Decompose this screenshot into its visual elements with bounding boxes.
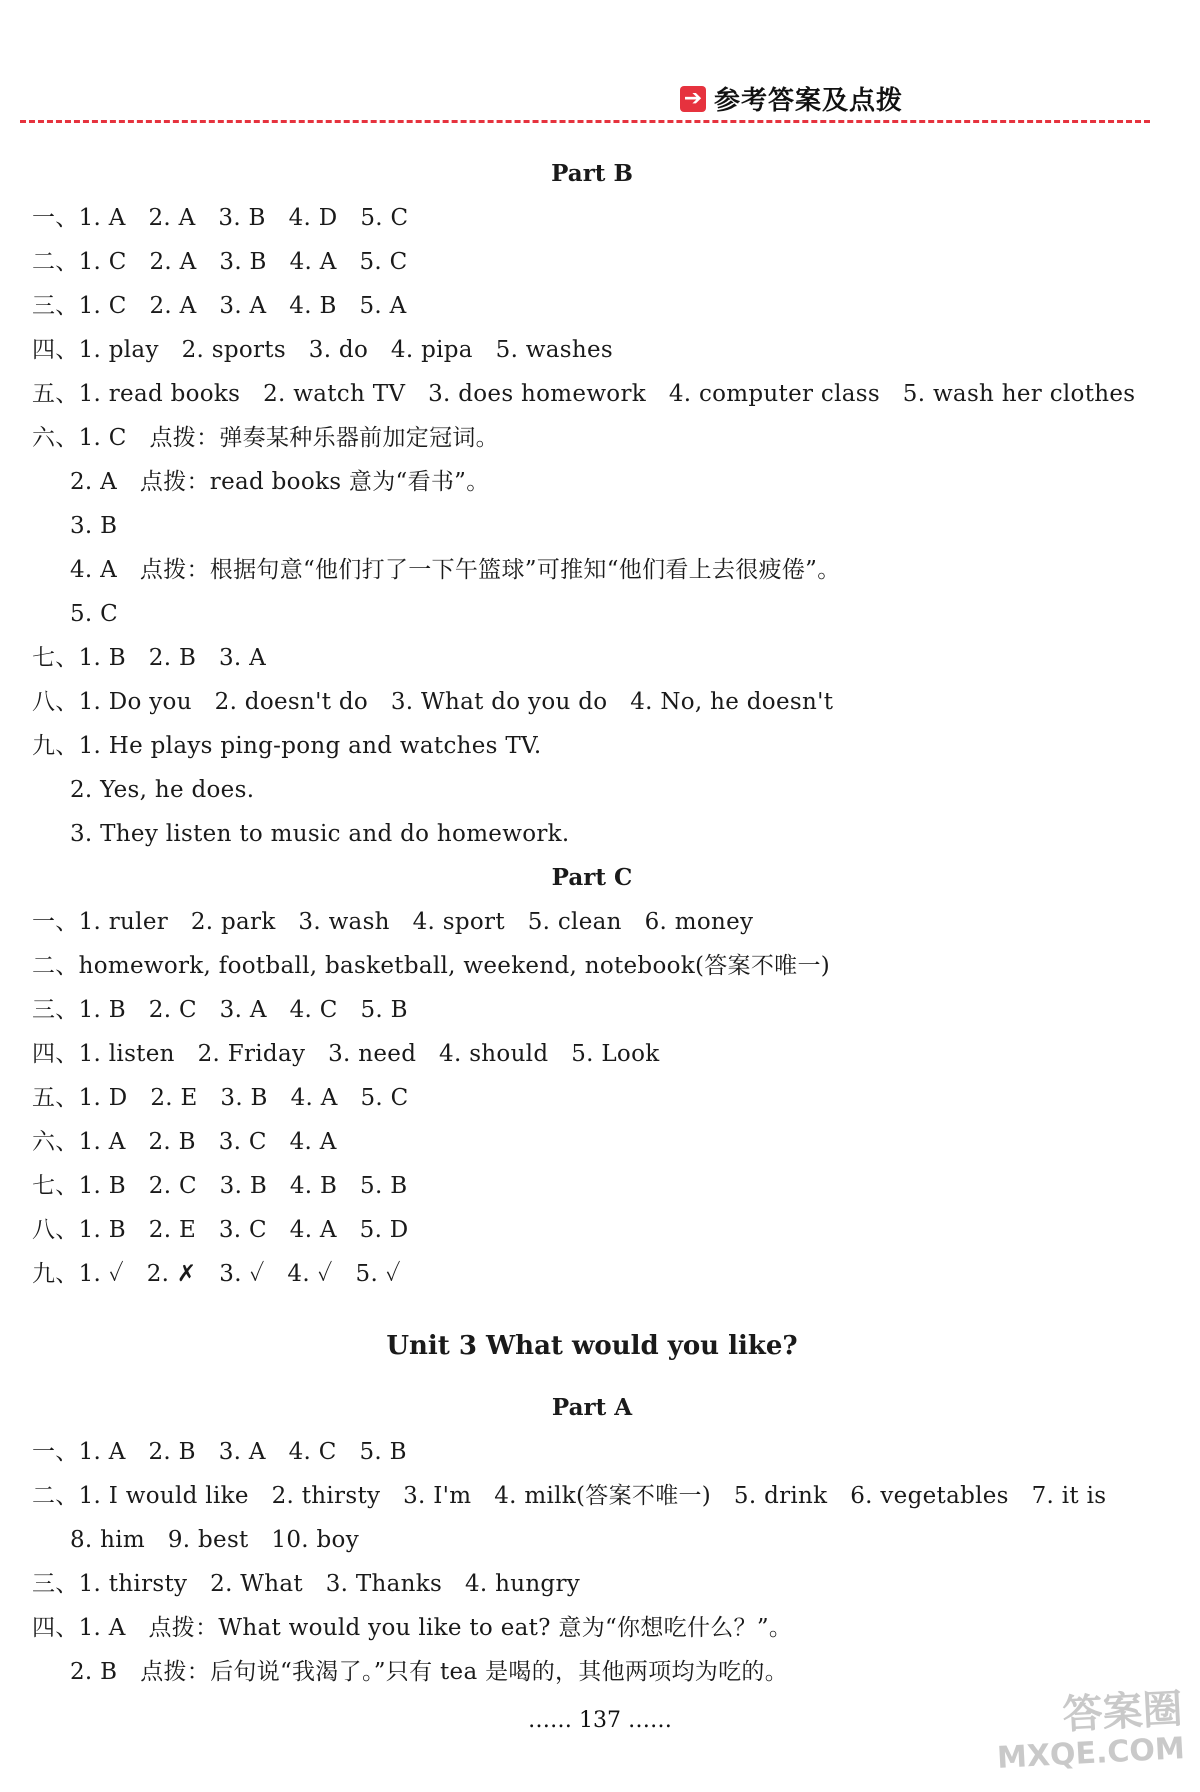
- watermark-main: 答案圈: [1061, 1686, 1185, 1739]
- answer-line: 八、1. Do you 2. doesn't do 3. What do you do 4. No, he doesn't: [32, 689, 834, 715]
- page-header: [680, 80, 903, 117]
- answer-line: 一、1. A 2. B 3. A 4. C 5. B: [32, 1439, 407, 1465]
- answer-line: 一、1. A 2. A 3. B 4. D 5. C: [32, 205, 409, 231]
- answer-line: 五、1. D 2. E 3. B 4. A 5. C: [32, 1085, 409, 1111]
- answer-subline: 8. him 9. best 10. boy: [70, 1527, 359, 1553]
- watermark-sub: MXQE.COM: [996, 1731, 1186, 1776]
- arrow-right-icon: ➔: [680, 86, 706, 112]
- answer-line: 二、1. I would like 2. thirsty 3. I'm 4. milk(答案不唯一) 5. drink 6. vegetables 7. it is: [32, 1483, 1107, 1509]
- answer-subline: 5. C: [70, 601, 119, 627]
- answer-line: 八、1. B 2. E 3. C 4. A 5. D: [32, 1217, 409, 1243]
- header-divider: [20, 120, 1150, 123]
- answer-subline: 2. A 点拨：read books 意为“看书”。: [70, 469, 490, 495]
- page-number: …… 137 ……: [528, 1708, 672, 1733]
- answer-line: 七、1. B 2. C 3. B 4. B 5. B: [32, 1173, 408, 1199]
- answer-line: 五、1. read books 2. watch TV 3. does homework 4. computer class 5. wash her clothes: [32, 381, 1136, 407]
- answer-subline: 3. B: [70, 513, 118, 539]
- unit-title: Unit 3 What would you like?: [386, 1331, 798, 1361]
- answer-line: 九、1. He plays ping-pong and watches TV.: [32, 733, 542, 759]
- answer-line: 三、1. C 2. A 3. A 4. B 5. A: [32, 293, 407, 319]
- answer-line: 七、1. B 2. B 3. A: [32, 645, 267, 671]
- answer-subline: 4. A 点拨：根据句意“他们打了一下午篮球”可推知“他们看上去很疲倦”。: [70, 557, 841, 583]
- answer-line: 一、1. ruler 2. park 3. wash 4. sport 5. clean 6. money: [32, 909, 754, 935]
- answer-subline: 3. They listen to music and do homework.: [70, 821, 570, 847]
- header-title: 参考答案及点拨: [714, 86, 904, 116]
- answer-subline: 2. B 点拨：后句说“我渴了。”只有 tea 是喝的，其他两项均为吃的。: [70, 1659, 788, 1685]
- answer-line: 六、1. C 点拨：弹奏某种乐器前加定冠词。: [32, 425, 499, 451]
- answer-content: [32, 152, 1152, 1694]
- answer-line: 四、1. play 2. sports 3. do 4. pipa 5. washes: [32, 337, 614, 363]
- part-heading: Part B: [551, 160, 633, 187]
- answer-line: 三、1. thirsty 2. What 3. Thanks 4. hungry: [32, 1571, 581, 1597]
- answer-line: 四、1. listen 2. Friday 3. need 4. should 5. Look: [32, 1041, 660, 1067]
- answer-line: 二、1. C 2. A 3. B 4. A 5. C: [32, 249, 408, 275]
- answer-line: 三、1. B 2. C 3. A 4. C 5. B: [32, 997, 408, 1023]
- answer-subline: 2. Yes, he does.: [70, 777, 255, 803]
- answer-line: 四、1. A 点拨：What would you like to eat? 意为“你想吃什么？”。: [32, 1615, 793, 1641]
- part-heading: Part A: [551, 1394, 633, 1421]
- answer-line: 六、1. A 2. B 3. C 4. A: [32, 1129, 337, 1155]
- answer-line: 九、1. ✓ 2. ✗ 3. ✓ 4. ✓ 5. ✓: [32, 1261, 401, 1287]
- answer-line: 二、homework, football, basketball, weekend, notebook(答案不唯一): [32, 953, 831, 979]
- watermark-logo: [994, 1686, 1186, 1779]
- part-heading: Part C: [551, 864, 633, 891]
